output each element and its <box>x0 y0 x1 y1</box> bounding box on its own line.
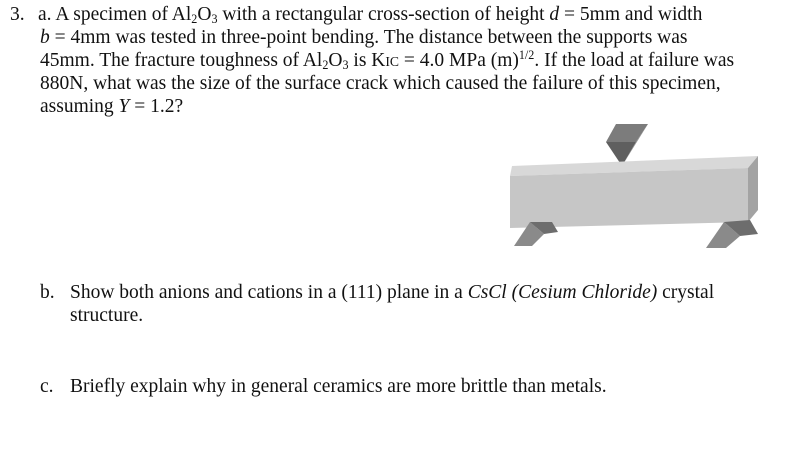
text-fragment: = 5mm and width <box>559 4 703 25</box>
subscript: 3 <box>342 58 349 73</box>
text-fragment: = 4mm was tested in three-point bending. The distance between the supports was <box>49 27 688 48</box>
part-a-label: a. <box>38 4 52 25</box>
part-a-line-4 <box>40 73 721 95</box>
text-fragment: Show both anions and cations in a (111) plane in a <box>70 282 468 303</box>
part-a-line-1 <box>10 4 702 26</box>
part-a-line-5 <box>40 96 183 118</box>
part-b-label: b. <box>40 282 55 303</box>
part-c-line-1 <box>40 376 607 398</box>
part-a-line-3 <box>40 47 735 73</box>
subscript: 3 <box>211 12 218 27</box>
part-a-line-2 <box>40 27 688 49</box>
text-fragment: 45mm. The fracture toughness of Al <box>40 50 323 71</box>
part-c-label: c. <box>40 376 54 397</box>
text-fragment: Briefly explain why in general ceramics are more brittle than metals. <box>70 376 607 397</box>
part-b-line-1 <box>40 282 714 304</box>
italic-compound-name: CsCl (Cesium Chloride) <box>467 282 658 303</box>
question-number: 3. <box>10 4 25 25</box>
variable-b: b <box>40 27 50 48</box>
variable-d: d <box>549 4 560 25</box>
text-fragment: = 1.2? <box>129 96 184 117</box>
text-fragment: is K <box>348 50 386 71</box>
load-pin-top-face <box>606 124 648 142</box>
text-fragment: . If the load at failure was <box>534 50 735 71</box>
variable-y: Y <box>118 96 130 117</box>
text-fragment: crystal <box>657 282 715 303</box>
part-b-line-2 <box>70 305 143 327</box>
text-fragment: structure. <box>70 305 144 326</box>
beam-front-face <box>510 168 748 228</box>
three-point-bending-icon <box>500 118 770 256</box>
superscript: 1/2 <box>518 47 535 62</box>
text-fragment: assuming <box>40 96 119 117</box>
subscript: IC <box>385 54 400 69</box>
text-fragment: O <box>197 4 212 25</box>
subscript: 2 <box>322 58 329 73</box>
subscript: 2 <box>191 12 198 27</box>
text-fragment: O <box>328 50 343 71</box>
text-fragment: = 4.0 MPa (m) <box>399 50 519 71</box>
text-fragment: A specimen of Al <box>55 4 192 25</box>
text-fragment: with a rectangular cross-section of height <box>217 4 550 25</box>
text-fragment: 880N, what was the size of the surface crack which caused the failure of this specimen, <box>40 73 721 94</box>
